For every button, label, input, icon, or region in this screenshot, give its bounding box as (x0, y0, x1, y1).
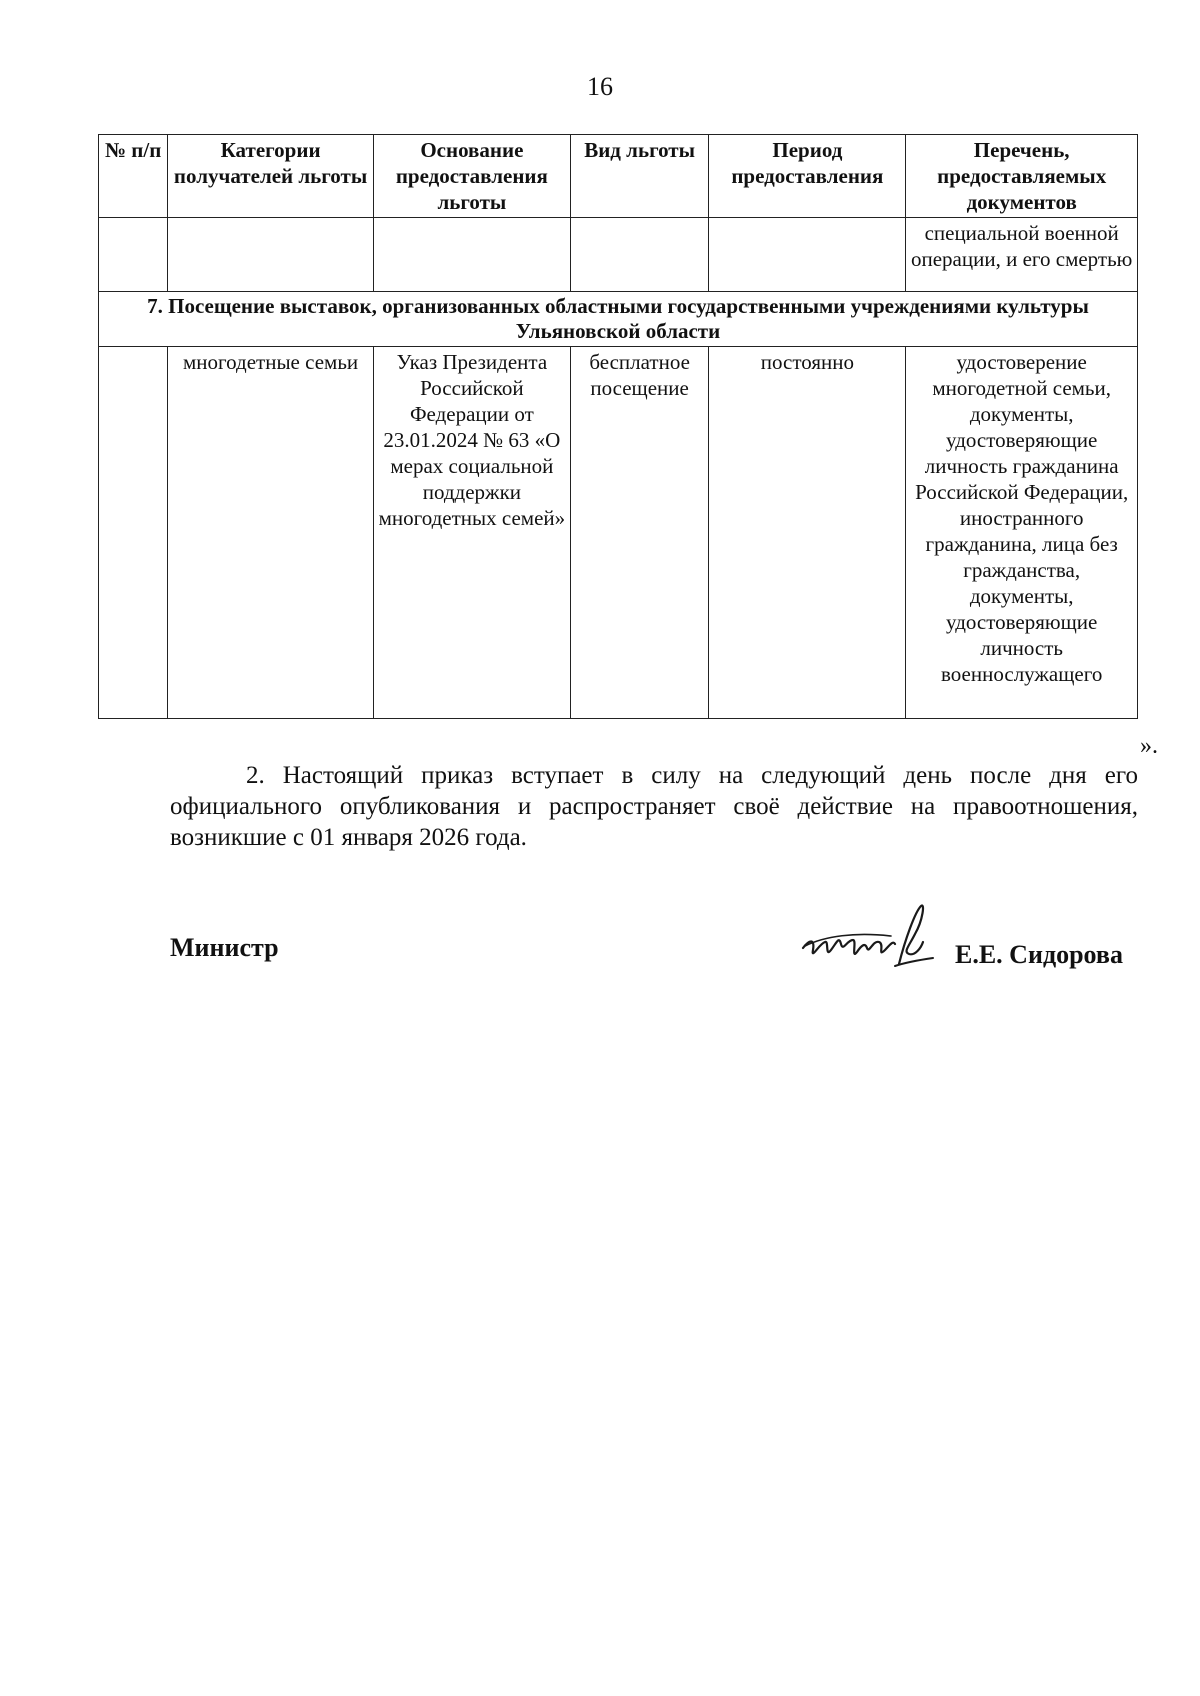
signatory-name: Е.Е. Сидорова (955, 940, 1123, 969)
closing-quote: ». (1140, 733, 1158, 759)
header-categories: Категории получателей льготы (168, 135, 374, 218)
order-paragraph-text: 2. Настоящий приказ вступает в силу на следующий день после дня его официального опубликования и распространяет своё действие на правоотношения, возникшие с 01 января 2026 года. (170, 762, 1138, 851)
table-section-row (99, 292, 1138, 347)
order-paragraph (170, 760, 1138, 853)
benefits-table (98, 134, 1138, 719)
table-row (99, 347, 1138, 719)
page-number: 16 (587, 72, 613, 101)
cell-documents: специальной военной операции, и его смертью (906, 218, 1138, 292)
cell-basis (373, 218, 570, 292)
table-header-row (99, 135, 1138, 218)
cell-period: постоянно (709, 347, 906, 719)
cell-period (709, 218, 906, 292)
signatory-title: Министр (170, 933, 279, 962)
cell-basis: Указ Президента Российской Федерации от 23.01.2024 № 63 «О мерах социальной поддержки многодетных семей» (373, 347, 570, 719)
header-number: № п/п (99, 135, 168, 218)
cell-number (99, 218, 168, 292)
cell-number (99, 347, 168, 719)
cell-benefit-type: бесплатное посещение (570, 347, 709, 719)
header-benefit-type: Вид льготы (570, 135, 709, 218)
handwritten-signature (795, 900, 945, 990)
cell-documents: удостоверение многодетной семьи, документы, удостоверяющие личность гражданина Российской Федерации, иностранного гражданина, лица без гражданства, документы, удостоверяющие личность военнослужащего (906, 347, 1138, 719)
table-row-continuation (99, 218, 1138, 292)
header-documents: Перечень, предоставляемых документов (906, 135, 1138, 218)
cell-categories: многодетные семьи (168, 347, 374, 719)
header-basis: Основание предоставления льготы (373, 135, 570, 218)
section-title: 7. Посещение выставок, организованных областными государственными учреждениями культуры Ульяновской области (99, 292, 1138, 347)
cell-categories (168, 218, 374, 292)
cell-benefit-type (570, 218, 709, 292)
header-period: Период предоставления (709, 135, 906, 218)
